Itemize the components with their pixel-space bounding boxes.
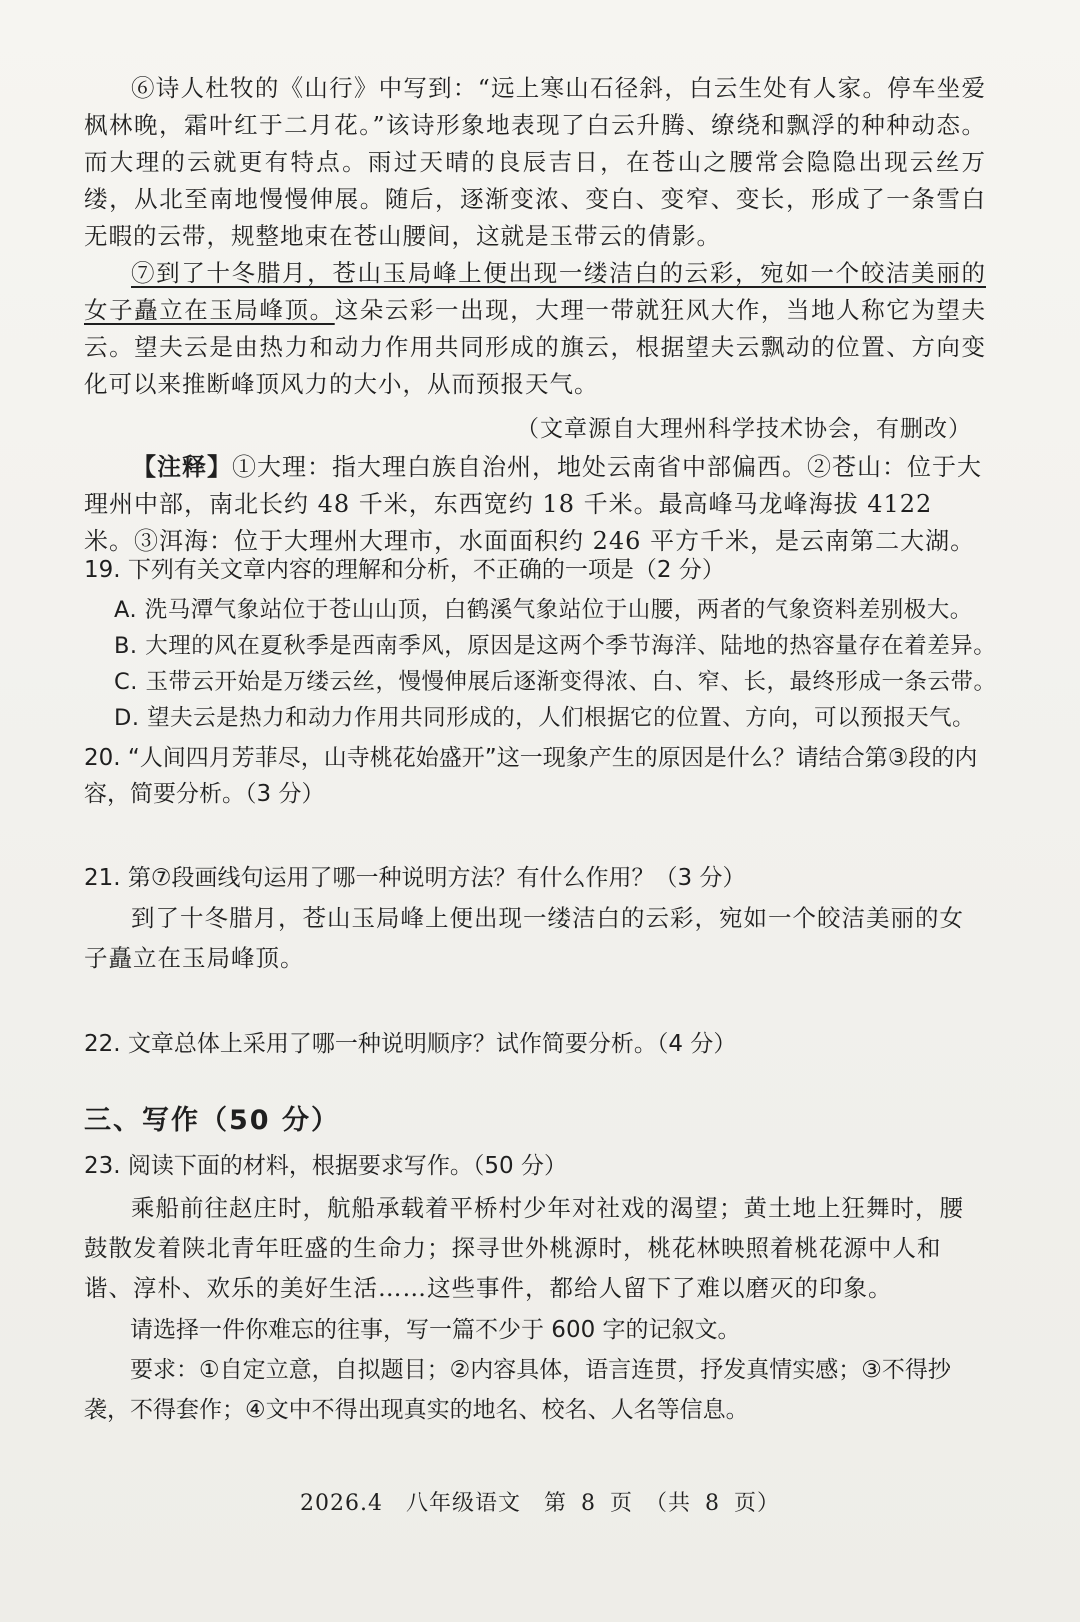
writing-requirements: 要求：①自定立意，自拟题目；②内容具体，语言连贯，抒发真情实感；③不得抄袭，不得套作；④文中不得出现真实的地名、校名、人名等信息。 bbox=[84, 1357, 951, 1423]
writing-task: 请选择一件你难忘的往事，写一篇不少于 600 字的记叙文。 bbox=[130, 1317, 741, 1343]
underlined-sentence: ⑦到了十冬腊月，苍山玉局峰上便出现一缕洁白的云彩，宛如一个皎洁美丽的女子矗立在玉局峰顶。 bbox=[84, 259, 986, 324]
article-source: （文章源自大理州科学技术协会，有删改） bbox=[516, 416, 972, 442]
page-footer: 2026.4 八年级语文 第 8 页 （共 8 页） bbox=[300, 1491, 780, 1516]
question-19-option-c: C. 玉带云开始是万缕云丝，慢慢伸展后逐渐变得浓、白、窄、长，最终形成一条云带。 bbox=[114, 669, 997, 695]
paragraph-6: ⑥诗人杜牧的《山行》中写到：“远上寒山石径斜，白云生处有人家。停车坐爱枫林晚，霜叶红于二月花。”该诗形象地表现了白云升腾、缭绕和飘浮的种种动态。而大理的云就更有特点。雨过天晴的良辰吉日，在苍山之腰常会隐隐出现云丝万缕，从北至南地慢慢伸展。随后，逐渐变浓、变白、变窄、变长，形成了一条雪白无暇的云带，规整地束在苍山腰间，这就是玉带云的倩影。 bbox=[84, 74, 986, 250]
paragraph-7-rest: 这朵云彩一出现，大理一带就狂风大作，当地人称它为望夫云。望夫云是由热力和动力作用共同形成的旗云，根据望夫云飘动的位置、方向变化可以来推断峰顶风力的大小，从而预报天气。 bbox=[84, 296, 987, 398]
question-19-option-d: D. 望夫云是热力和动力作用共同形成的，人们根据它的位置、方向，可以预报天气。 bbox=[114, 705, 976, 731]
question-19-option-b: B. 大理的风在夏秋季是西南季风，原因是这两个季节海洋、陆地的热容量存在着差异。 bbox=[114, 633, 997, 659]
question-20: 20. “人间四月芳菲尽，山寺桃花始盛开”这一现象产生的原因是什么？请结合第③段的内容，简要分析。（3 分） bbox=[84, 745, 978, 807]
annotations-tag: 【注释】 bbox=[132, 452, 232, 481]
question-23-stem: 23. 阅读下面的材料，根据要求写作。（50 分） bbox=[84, 1153, 567, 1179]
writing-section-title: 三、写作（50 分） bbox=[84, 1105, 340, 1136]
writing-material: 乘船前往赵庄时，航船承载着平桥村少年对社戏的渴望；黄土地上狂舞时，腰鼓散发着陕北青年旺盛的生命力；探寻世外桃源时，桃花林映照着桃花源中人和谐、淳朴、欢乐的美好生活……这些事件，都给人留下了难以磨灭的印象。 bbox=[84, 1194, 964, 1302]
question-21-quote: 到了十冬腊月，苍山玉局峰上便出现一缕洁白的云彩，宛如一个皎洁美丽的女子矗立在玉局峰顶。 bbox=[84, 904, 964, 972]
question-19-option-a: A. 洗马潭气象站位于苍山山顶，白鹤溪气象站位于山腰，两者的气象资料差别极大。 bbox=[114, 597, 973, 623]
annotations-text: ①大理：指大理白族自治州，地处云南省中部偏西。②苍山：位于大理州中部，南北长约 48 千米，东西宽约 18 千米。最高峰马龙峰海拔 4122 米。③洱海：位于大理州大理市，水面面积约 246 平方千米，是云南第二大湖。 bbox=[84, 453, 982, 555]
question-19-stem: 19. 下列有关文章内容的理解和分析，不正确的一项是（2 分） bbox=[84, 557, 725, 583]
paragraph-7 bbox=[84, 255, 986, 403]
question-22: 22. 文章总体上采用了哪一种说明顺序？试作简要分析。（4 分） bbox=[84, 1031, 737, 1057]
question-21-stem: 21. 第⑦段画线句运用了哪一种说明方法？有什么作用？（3 分） bbox=[84, 865, 746, 891]
annotations bbox=[84, 448, 986, 560]
